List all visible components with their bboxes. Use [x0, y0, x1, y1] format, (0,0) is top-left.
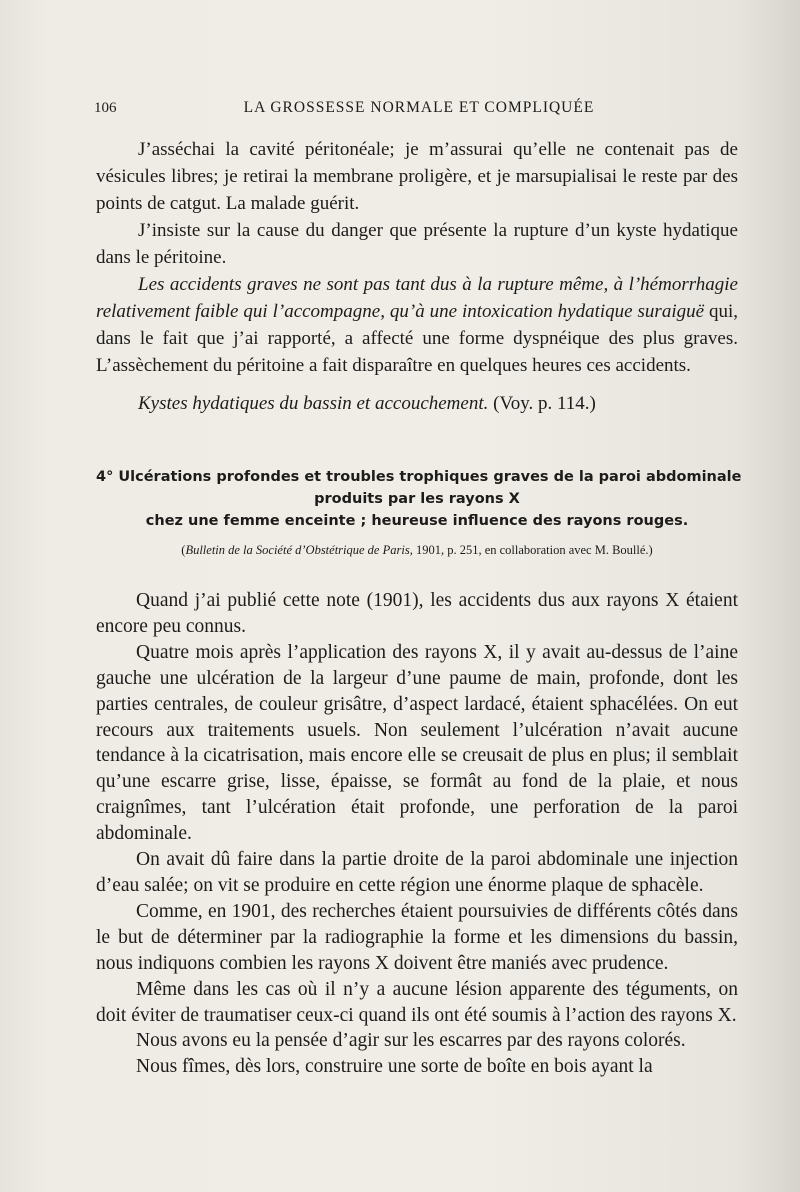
citation-journal: Bulletin de la Société d’Obstétrique de Paris, [185, 543, 413, 557]
paragraph: J’insiste sur la cause du danger que présente la rupture d’un kyste hydatique dans le péritoine. [96, 220, 738, 268]
citation-details: 1901, p. 251, en collaboration avec M. Boullé. [412, 543, 649, 557]
section-title-line: chez une femme enceinte ; heureuse influence des rayons rouges. [145, 513, 689, 529]
paragraph: J’asséchai la cavité péritonéale; je m’assurai qu’elle ne contenait pas de vésicules libres; je retirai la membrane proligère, et je marsupialisai le reste par des points de catgut. La malade guérit. [96, 139, 738, 214]
cross-reference [96, 390, 738, 417]
section-title [96, 466, 742, 532]
cross-reference-title: Kystes hydatiques du bassin et accouchement. [138, 393, 489, 414]
body-text-top [96, 136, 738, 417]
citation-close: ) [648, 543, 653, 557]
paragraph: Nous fîmes, dès lors, construire une sorte de boîte en bois ayant la [136, 1056, 653, 1078]
section-title-line: 4° Ulcérations profondes et troubles trophiques graves de la paroi abdominale [96, 469, 742, 485]
cross-reference-page: (Voy. p. 114.) [488, 393, 596, 414]
paragraph: Comme, en 1901, des recherches étaient poursuivies de différents côtés dans le but de déterminer par la radiographie la forme et les dimensions du bassin, nous indiquons combien les rayons X doivent être maniés avec prudence. [96, 900, 738, 974]
section-title-line: produits par les rayons X [314, 491, 520, 507]
paragraph: On avait dû faire dans la partie droite de la paroi abdominale une injection d’eau salée; on vit se produire en cette région une énorme plaque de sphacèle. [96, 849, 738, 896]
paragraph-text: qui, dans le fait que j’ai rapporté, a affecté une forme dyspnéique des plus graves. L’assèchement du péritoine a fait disparaître en quelques heures ces accidents. [96, 301, 738, 376]
italic-text: Les accidents graves ne sont pas tant dus à la rupture même, à l’hémorrhagie relativement faible qui l’accompagne, qu’à une intoxication hydatique suraiguë [96, 274, 738, 322]
paragraph: Quand j’ai publié cette note (1901), les accidents dus aux rayons X étaient encore peu connus. [96, 590, 738, 637]
paragraph: Nous avons eu la pensée d’agir sur les escarres par des rayons colorés. [136, 1030, 686, 1052]
citation-open: ( [181, 543, 186, 557]
running-title: LA GROSSESSE NORMALE ET COMPLIQUÉE [243, 99, 595, 116]
paragraph: Quatre mois après l’application des rayons X, il y avait au-dessus de l’aine gauche une ulcération de la largeur d’une paume de main, profonde, dont les parties centrales, de couleur grisâtre, d’aspect lardacé, étaient sphacélées. On eut recours aux traitements usuels. Non seulement l’ulcération n’avait aucune tendance à la cicatrisation, mais encore elle se creusait de plus en plus; il semblait qu’une escarre grise, lisse, épaisse, se formât au fond de la plaie, et nous craignîmes, tant l’ulcération était profonde, une perforation de la paroi abdominale. [96, 641, 738, 845]
running-head [94, 96, 744, 122]
body-text-main [96, 588, 738, 1080]
citation [96, 543, 738, 558]
paragraph: Même dans les cas où il n’y a aucune lésion apparente des téguments, on doit éviter de traumatiser ceux-ci quand ils ont été soumis à l’action des rayons X. [96, 978, 738, 1026]
page-number: 106 [94, 100, 117, 116]
paragraph [96, 271, 738, 379]
